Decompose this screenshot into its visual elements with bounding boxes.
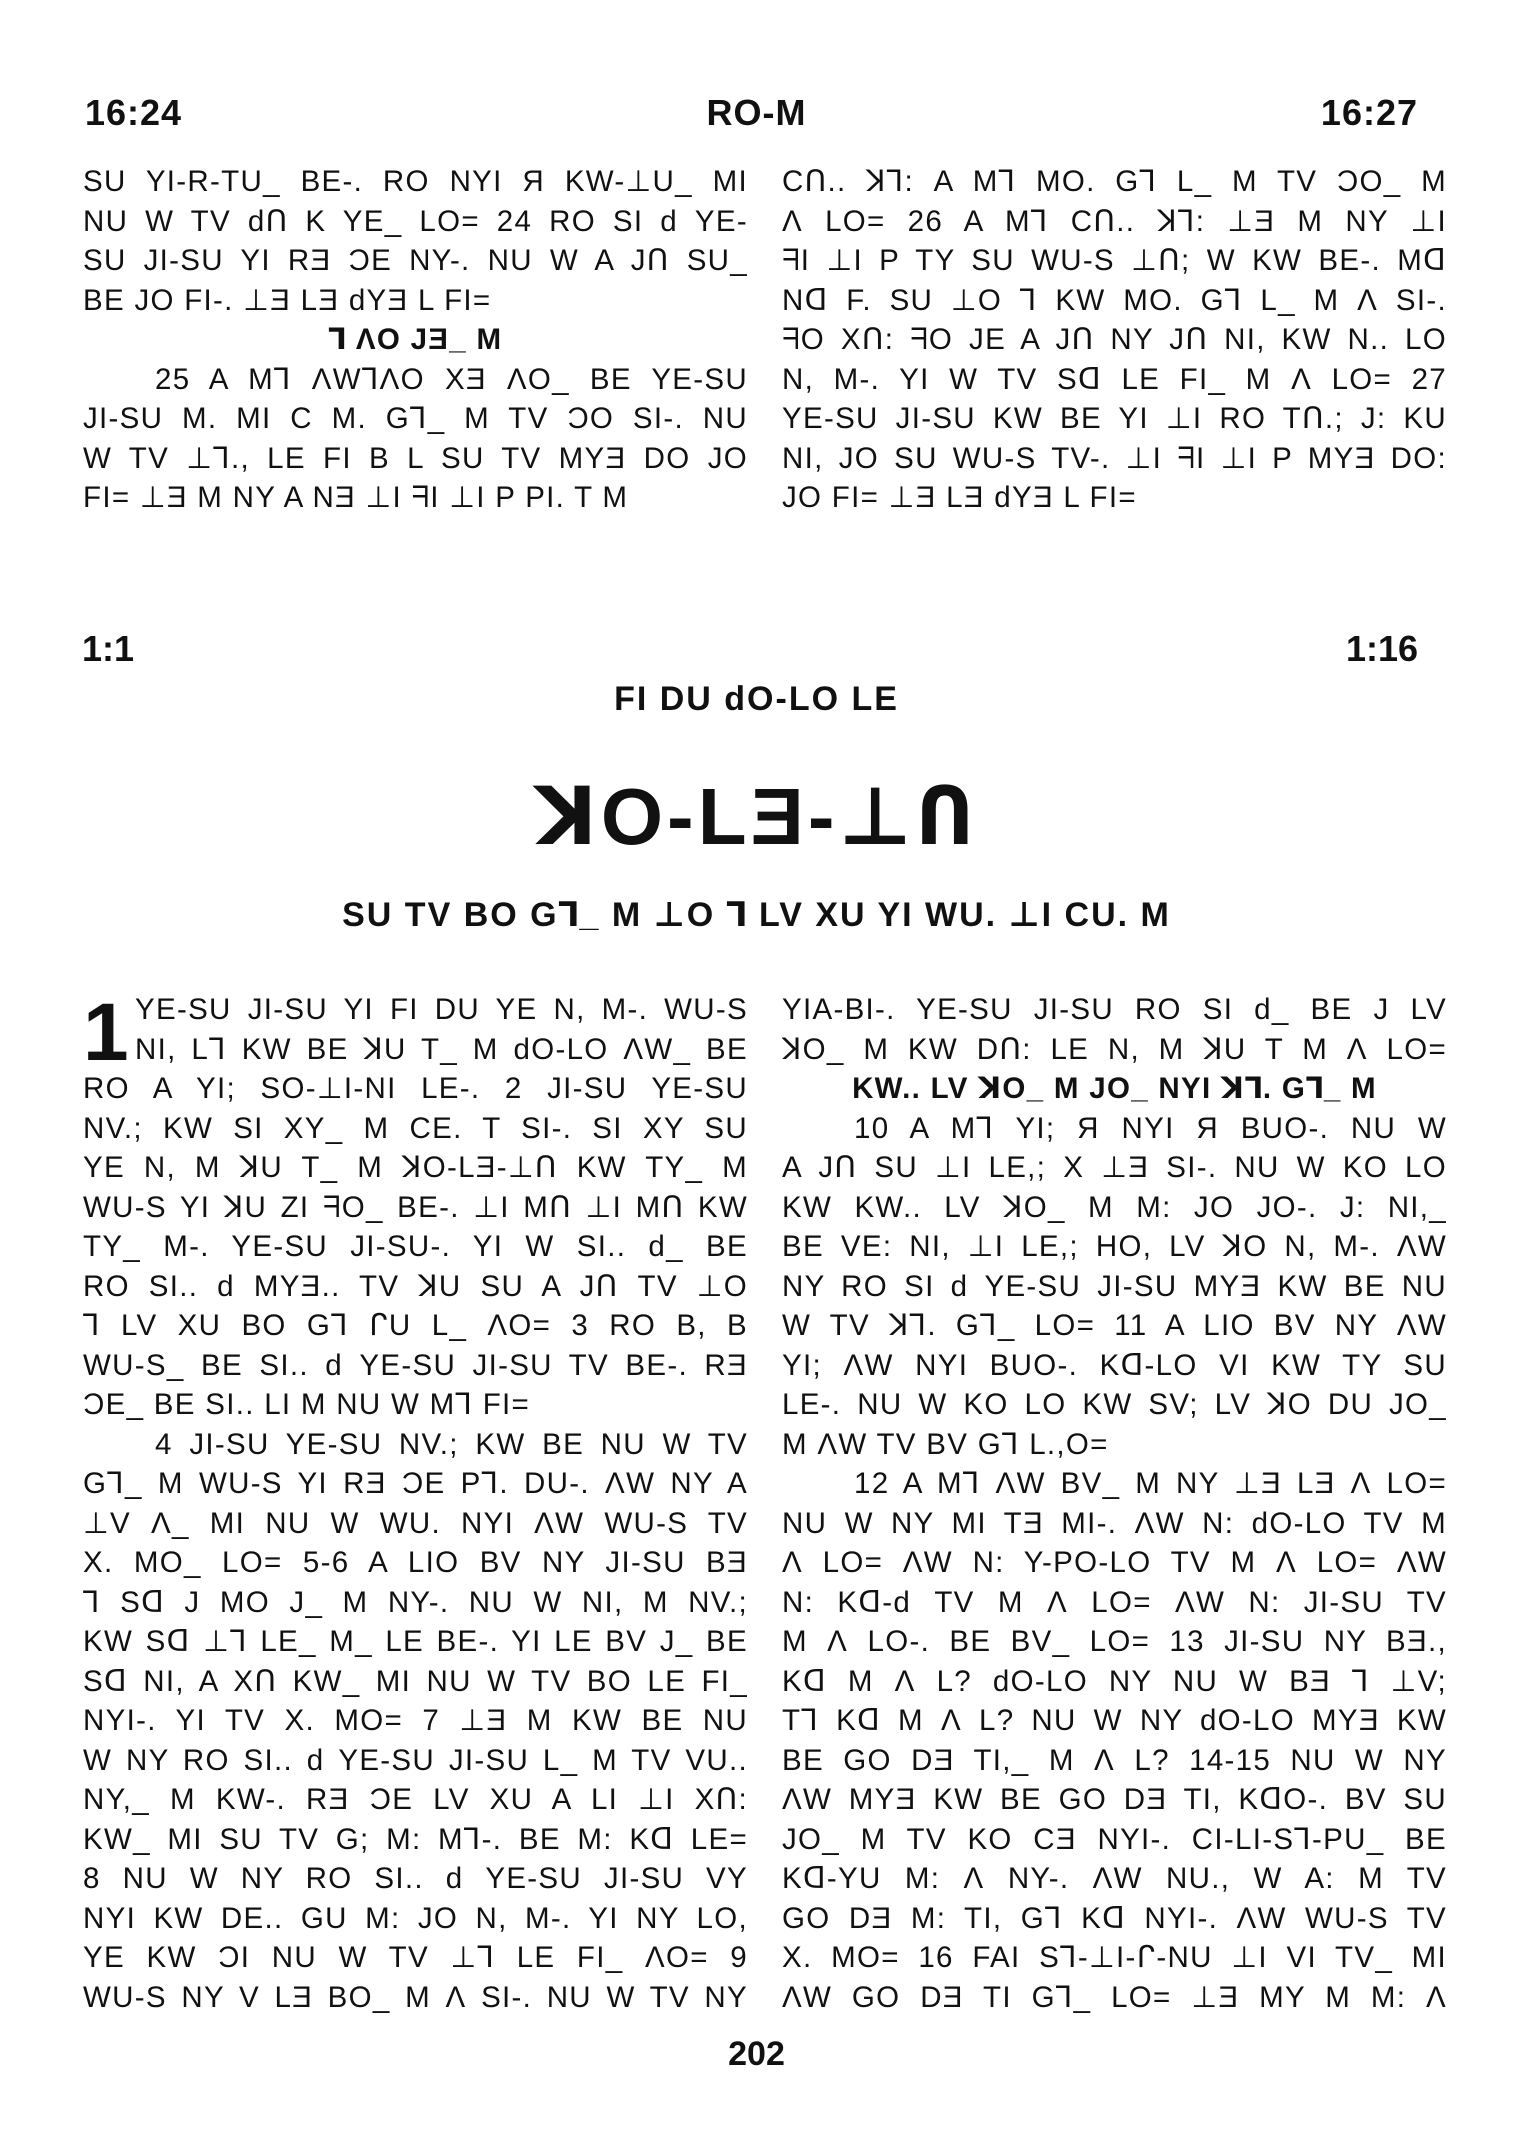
text-line: YIA-BI-. YE-SU JI-SU RO SI ԁ_ BE J LV: [782, 993, 1447, 1026]
text-line: RO SI.. ԁ MYƎ.. TV ꓘU SU A JՈ TV ⊥O: [83, 1269, 748, 1303]
top-left-column: [83, 162, 748, 518]
text-line: WU-S NY V LƎ BO_ M Ʌ SI-. NU W TV NY: [83, 1980, 748, 2014]
chapter-number: 1: [83, 987, 129, 1078]
text-line: 8 NU W NY RO SI.. ԁ YE-SU JI-SU VY: [83, 1862, 748, 1895]
text-line: BE VE: NI, ⊥I LE,; HO, LV ꓘO N, M-. ɅW: [782, 1230, 1447, 1263]
text-line: SU JI-SU YI RƎ ƆE NY-. NU W A JՈ SU_: [83, 244, 748, 277]
text-line: TY_ M-. YE-SU JI-SU-. YI W SI.. ԁ_ BE: [83, 1230, 748, 1263]
text-line: ⅂ LV XU BO G⅂ ᒋU L_ ɅO= 3 RO B, B: [83, 1309, 748, 1342]
text-line: W TV ꓘ⅂. G⅂_ LO= 11 A LIO BV NY ɅW: [782, 1309, 1447, 1342]
text-line: 10 A M⅂ YI; Я NYI Я BUO-. NU W: [854, 1111, 1447, 1145]
bottom-right-column: [782, 990, 1447, 2017]
text-line: N, M-. YI W TV Sᗡ LE FI_ M Ʌ LO= 27: [782, 362, 1447, 396]
text-line: ᖷI ⊥I P TY SU WU-S ⊥Ո; W KW BE-. Mᗡ: [782, 244, 1447, 277]
text-line: N: Kᗡ-ԁ TV M Ʌ LO= ɅW N: JI-SU TV: [782, 1585, 1447, 1619]
text-line: Kᗡ M Ʌ L? ԁO-LO NY NU W BƎ ⅂ ⊥V;: [782, 1664, 1447, 1698]
bottom-left-column: [83, 987, 748, 2017]
text-line: 4 JI-SU YE-SU NV.; KW BE NU W TV: [155, 1427, 748, 1461]
chapter-ref-right: 1:16: [1345, 628, 1418, 669]
text-line: KW KW.. LV ꓘO_ M M: JO JO-. J: NI,_: [782, 1190, 1447, 1224]
text-line: NU W NY MI TƎ MI-. ɅW N: ԁO-LO TV M: [782, 1506, 1447, 1540]
text-line: YE-SU JI-SU KW BE YI ⊥I RO TՈ.; J: KU: [782, 402, 1447, 435]
text-line: BE JO FI-. ⊥Ǝ LƎ ԁYƎ L FI=: [83, 283, 492, 317]
text-line: KW.. LV ꓘO_ M JO_ NYI ꓘ⅂. G⅂_ M: [852, 1072, 1377, 1105]
text-line: YE-SU JI-SU YI FI DU YE N, M-. WU-S: [135, 993, 748, 1026]
text-line: YE KW ƆI NU W TV ⊥⅂ LE FI_ ɅO= 9: [83, 1941, 748, 1974]
text-line: NI, L⅂ KW BE ꓘU T_ M ԁO-LO ɅW_ BE: [135, 1032, 748, 1066]
page-number: 202: [728, 2035, 785, 2073]
text-line: W NY RO SI.. ԁ YE-SU JI-SU L_ M TV VU..: [83, 1743, 748, 1777]
text-line: LE-. NU W KO LO KW SV; LV ꓘO DU JO_: [782, 1388, 1447, 1421]
top-right-column: [782, 162, 1447, 518]
text-line: SU YI-R-TU_ BE-. RO NYI Я KW-⊥U_ MI: [83, 165, 748, 198]
text-line: YI; ɅW NYI BUO-. Kᗡ-LO VI KW TY SU: [782, 1348, 1447, 1382]
text-line: NYI KW DE.. GU M: JO N, M-. YI NY LO,: [83, 1901, 748, 1935]
text-line: M Ʌ LO-. BE BV_ LO= 13 JI-SU NY BƎ.,: [782, 1625, 1447, 1658]
text-line: GO DƎ M: TI, G⅂ Kᗡ NYI-. ɅW WU-S TV: [782, 1901, 1447, 1935]
text-line: ƆE_ BE SI.. LI M NU W M⅂ FI=: [83, 1388, 531, 1421]
text-line: ᖷO XՈ: ᖷO JE A JՈ NY JՈ NI, KW N.. LO: [782, 323, 1447, 356]
text-line: FI= ⊥Ǝ M NY A NƎ ⊥I ᖷI ⊥I P PI. T M: [83, 481, 629, 514]
chapter-ref-left: 1:1: [82, 628, 135, 669]
running-head-left: 16:24: [85, 92, 183, 133]
text-line: KW Sᗡ ⊥⅂ LE_ M_ LE BE-. YI LE BV J_ BE: [83, 1625, 748, 1658]
text-line: 25 A M⅂ ɅW⅂ɅO XƎ ɅO_ BE YE-SU: [155, 362, 748, 396]
text-line: Ʌ LO= ɅW N: Y-PO-LO TV M Ʌ LO= ɅW: [782, 1546, 1447, 1579]
text-line: X. MO_ LO= 5-6 A LIO BV NY JI-SU BƎ: [83, 1546, 748, 1579]
text-line: Ʌ LO= 26 A M⅂ CՈ.. ꓘ⅂: ⊥Ǝ M NY ⊥I: [782, 204, 1447, 238]
text-line: ꓘO_ M KW DՈ: LE N, M ꓘU T M Ʌ LO=: [782, 1032, 1447, 1066]
book-title: ꓘO-LƎ-⊥Ո: [534, 772, 979, 861]
text-line: Nᗡ F. SU ⊥O ⅂ KW MO. G⅂ L_ M Ʌ SI-.: [782, 283, 1447, 317]
text-line: JI-SU M. MI C M. G⅂_ M TV ƆO SI-. NU: [83, 402, 748, 435]
text-line: M ɅW TV BV G⅂ L.,O=: [782, 1427, 1109, 1461]
text-line: WU-S_ BE SI.. ԁ YE-SU JI-SU TV BE-. RƎ: [83, 1348, 748, 1382]
text-line: YE N, M ꓘU T_ M ꓘO-LƎ-⊥Ո KW TY_ M: [83, 1151, 748, 1184]
text-line: NU W TV ԁՈ K YE_ LO= 24 RO SI ԁ YE-: [83, 204, 748, 238]
text-line: A JՈ SU ⊥I LE,; X ⊥Ǝ SI-. NU W KO LO: [782, 1151, 1447, 1184]
text-line: T⅂ Kᗡ M Ʌ L? NU W NY ԁO-LO MYƎ KW: [782, 1704, 1447, 1737]
text-line: ɅW MYƎ KW BE GO DƎ TI, KᗡO-. BV SU: [782, 1783, 1447, 1816]
text-line: Sᗡ NI, A XՈ KW_ MI NU W TV BO LE FI_: [83, 1664, 748, 1698]
text-line: CՈ.. ꓘ⅂: A M⅂ MO. G⅂ L_ M TV ƆO_ M: [782, 165, 1447, 198]
text-line: NYI-. YI TV X. MO= 7 ⊥Ǝ M KW BE NU: [83, 1704, 748, 1737]
text-line: ⅂ ɅO JƎ_ M: [328, 323, 503, 356]
book-subtitle: FI DU ԁO-LO LE: [614, 680, 899, 718]
text-line: Kᗡ-YU M: Ʌ NY-. ɅW NU., W A: M TV: [782, 1862, 1447, 1895]
text-line: WU-S YI ꓘU ZI ᖷO_ BE-. ⊥I MՈ ⊥I MՈ KW: [83, 1190, 748, 1224]
text-line: ⊥V Ʌ_ MI NU W WU. NYI ɅW WU-S TV: [83, 1506, 748, 1540]
text-line: NY RO SI ԁ YE-SU JI-SU MYƎ KW BE NU: [782, 1269, 1447, 1303]
text-line: ɅW GO DƎ TI G⅂_ LO= ⊥Ǝ MY M M: Ʌ: [782, 1980, 1447, 2014]
text-line: NI, JO SU WU-S TV-. ⊥I ᖷI ⊥I P MYƎ DO:: [782, 441, 1447, 475]
text-line: NY,_ M KW-. RƎ ƆE LV XU A LI ⊥I XՈ:: [83, 1783, 748, 1816]
text-line: 12 A M⅂ ɅW BV_ M NY ⊥Ǝ LƎ Ʌ LO=: [854, 1467, 1447, 1500]
text-line: X. MO= 16 FAI S⅂-⊥I-ᒋ-NU ⊥I VI TV_ MI: [782, 1941, 1447, 1974]
chapter-heading: SU TV BO G⅂_ M ⊥O ⅂ LV XU YI WU. ⊥I CU. M: [342, 896, 1171, 934]
text-line: W TV ⊥⅂., LE FI B L SU TV MYƎ DO JO: [83, 441, 748, 475]
running-head-right: 16:27: [1320, 92, 1418, 133]
text-line: ⅂ Sᗡ J MO J_ M NY-. NU W NI, M NV.;: [83, 1585, 748, 1619]
text-line: KW_ MI SU TV G; M: M⅂-. BE M: Kᗡ LE=: [83, 1822, 748, 1856]
text-line: BE GO DƎ TI,_ M Ʌ L? 14-15 NU W NY: [782, 1743, 1447, 1777]
text-line: JO_ M TV KO CƎ NYI-. CI-LI-S⅂-PU_ BE: [782, 1822, 1447, 1856]
text-line: G⅂_ M WU-S YI RƎ ƆE P⅂. DU-. ɅW NY A: [83, 1467, 748, 1500]
text-line: JO FI= ⊥Ǝ LƎ ԁYƎ L FI=: [782, 481, 1137, 514]
text-line: NV.; KW SI XY_ M CE. T SI-. SI XY SU: [83, 1111, 748, 1145]
text-line: RO A YI; SO-⊥I-NI LE-. 2 JI-SU YE-SU: [83, 1072, 748, 1105]
running-head-center: RO-M: [706, 92, 807, 133]
